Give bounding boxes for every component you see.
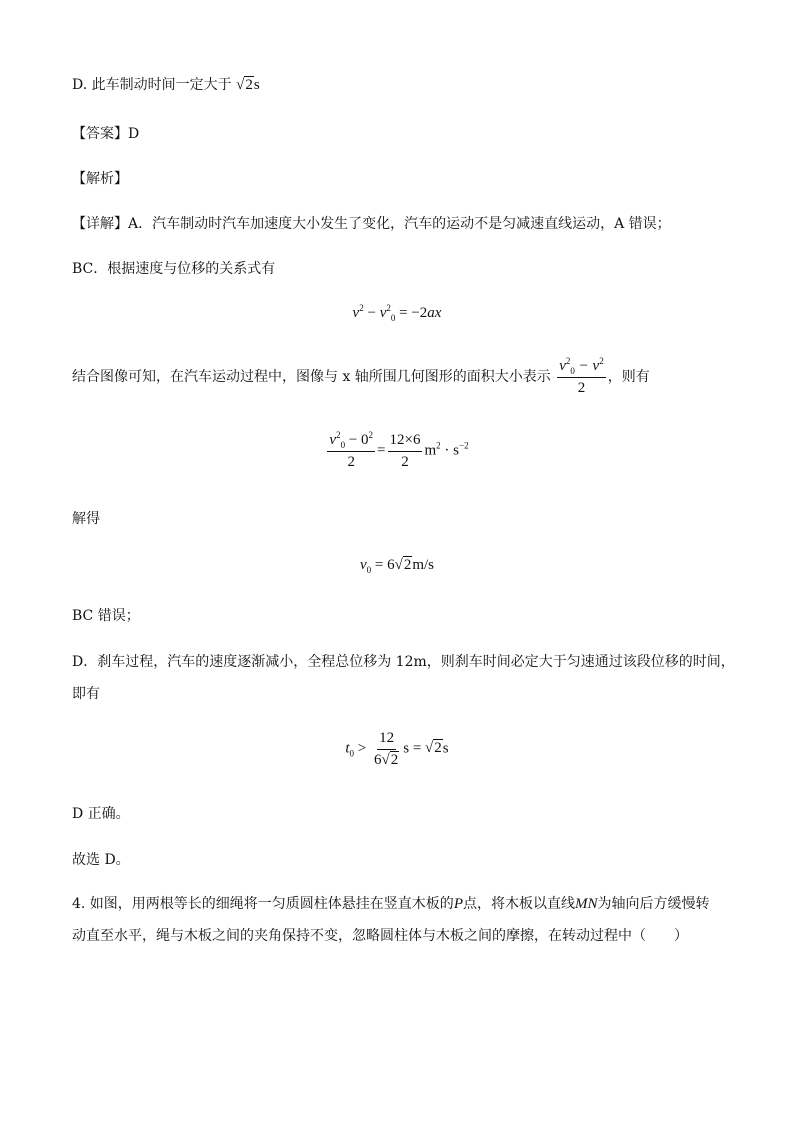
analysis-label: 【解析】 — [72, 171, 128, 187]
combine-line — [72, 358, 650, 396]
option-d-unit: s — [253, 77, 260, 93]
combine-tail: ，则有 — [607, 369, 650, 385]
choose-d: 故选 D。 — [72, 852, 130, 868]
answer-line — [72, 123, 139, 143]
point-p: P — [453, 896, 463, 912]
area-fraction: $\frac{v^2_0 - v^2}{2}$ — [559, 356, 604, 396]
detail-a-line — [72, 213, 671, 233]
equation-area: $\frac{v^2_0 - 0^2}{2}$ = $\frac{12\times 6}{2}$ $m^2 \cdot s^{-2}$ — [329, 430, 469, 470]
combine-text: 结合图像可知，在汽车运动过程中，图像与 x 轴所围几何图形的面积大小表示 — [72, 369, 551, 385]
option-d-text: D. 此车制动时间一定大于 — [72, 77, 232, 93]
bc-intro: BC．根据速度与位移的关系式有 — [72, 261, 276, 277]
detail-label: 【详解】 — [72, 216, 128, 232]
d-correct: D 正确。 — [72, 806, 130, 822]
solve-text: 解得 — [72, 511, 100, 527]
d-text-2: 即有 — [72, 686, 100, 702]
answer-value: D — [128, 126, 140, 142]
question-4-line-1: 4. 如图，用两根等长的细绳将一匀质圆柱体悬挂在竖直木板的P点，将木板以直线MN为轴向后方缓慢转 — [72, 896, 710, 912]
d-text-1: D．刹车过程，汽车的速度逐渐减小，全程总位移为 12m，则刹车时间必定大于匀速通过该段位移的时间， — [72, 654, 735, 670]
equation-time: $t_0$ > $\frac{12}{6√2}$ s = √2s — [345, 730, 449, 768]
answer-label: 【答案】 — [72, 126, 128, 142]
axis-mn: MN — [574, 896, 598, 912]
detail-a-text: A．汽车制动时汽车加速度大小发生了变化，汽车的运动不是匀减速直线运动，A 错误； — [128, 216, 671, 232]
question-4-line-2: 动直至水平，绳与木板之间的夹角保持不变，忽略圆柱体与木板之间的摩擦，在转动过程中（ ） — [72, 928, 688, 944]
bc-wrong: BC 错误； — [72, 608, 140, 624]
equation-velocity-displacement: $v^2 - v^2_0 = -2ax$ — [352, 303, 442, 323]
option-d-sqrt: √2 — [236, 77, 253, 93]
option-d — [72, 74, 260, 94]
equation-initial-velocity: $v_0 = 6√2m/s$ — [359, 557, 435, 575]
